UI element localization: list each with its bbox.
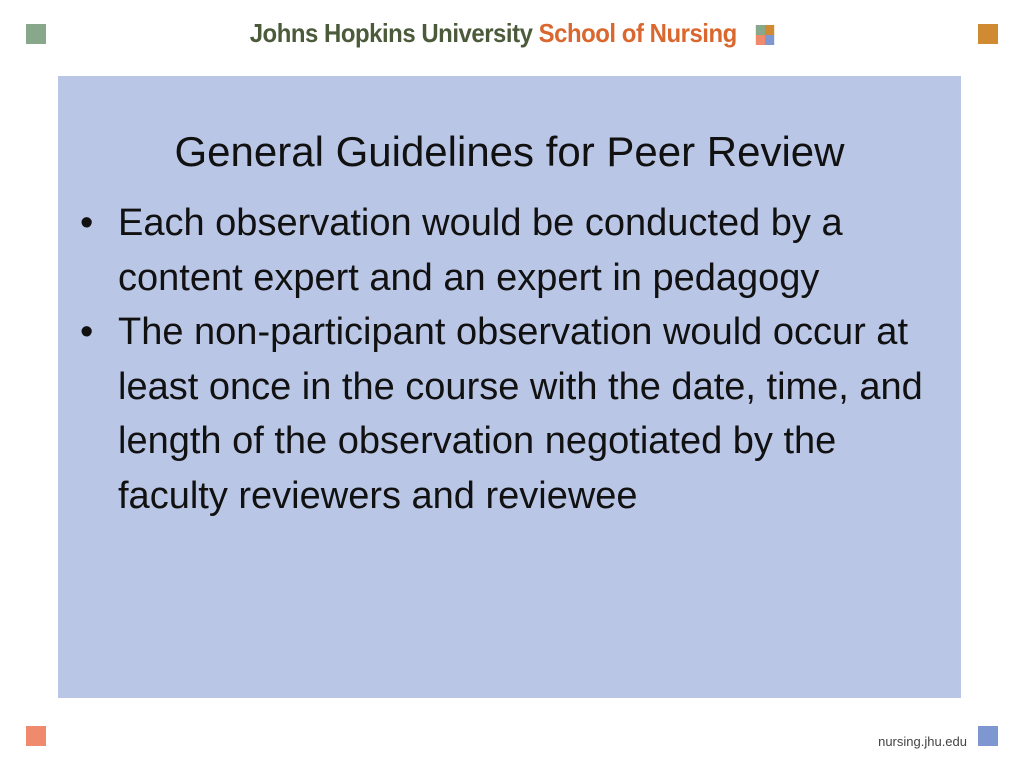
bullet-item: • Each observation would be conducted by a content expert and an expert in pedagogy xyxy=(118,196,938,305)
slide-title: General Guidelines for Peer Review xyxy=(174,128,845,175)
university-name: Johns Hopkins University xyxy=(249,18,533,48)
bullet-icon: • xyxy=(80,311,94,353)
corner-square-blue xyxy=(978,726,998,746)
bullet-item: • The non-participant observation would occur at least once in the course with the date, time, and length of the observation negotiated by the faculty reviewers and reviewee xyxy=(118,305,938,523)
bullet-icon: • xyxy=(80,202,94,244)
header-logo xyxy=(41,18,983,49)
footer-url: nursing.jhu.edu xyxy=(878,734,967,749)
corner-square-salmon xyxy=(26,726,46,746)
logo-squares-icon xyxy=(756,25,774,45)
bullet-list xyxy=(80,196,938,523)
school-name: School of Nursing xyxy=(538,18,737,48)
